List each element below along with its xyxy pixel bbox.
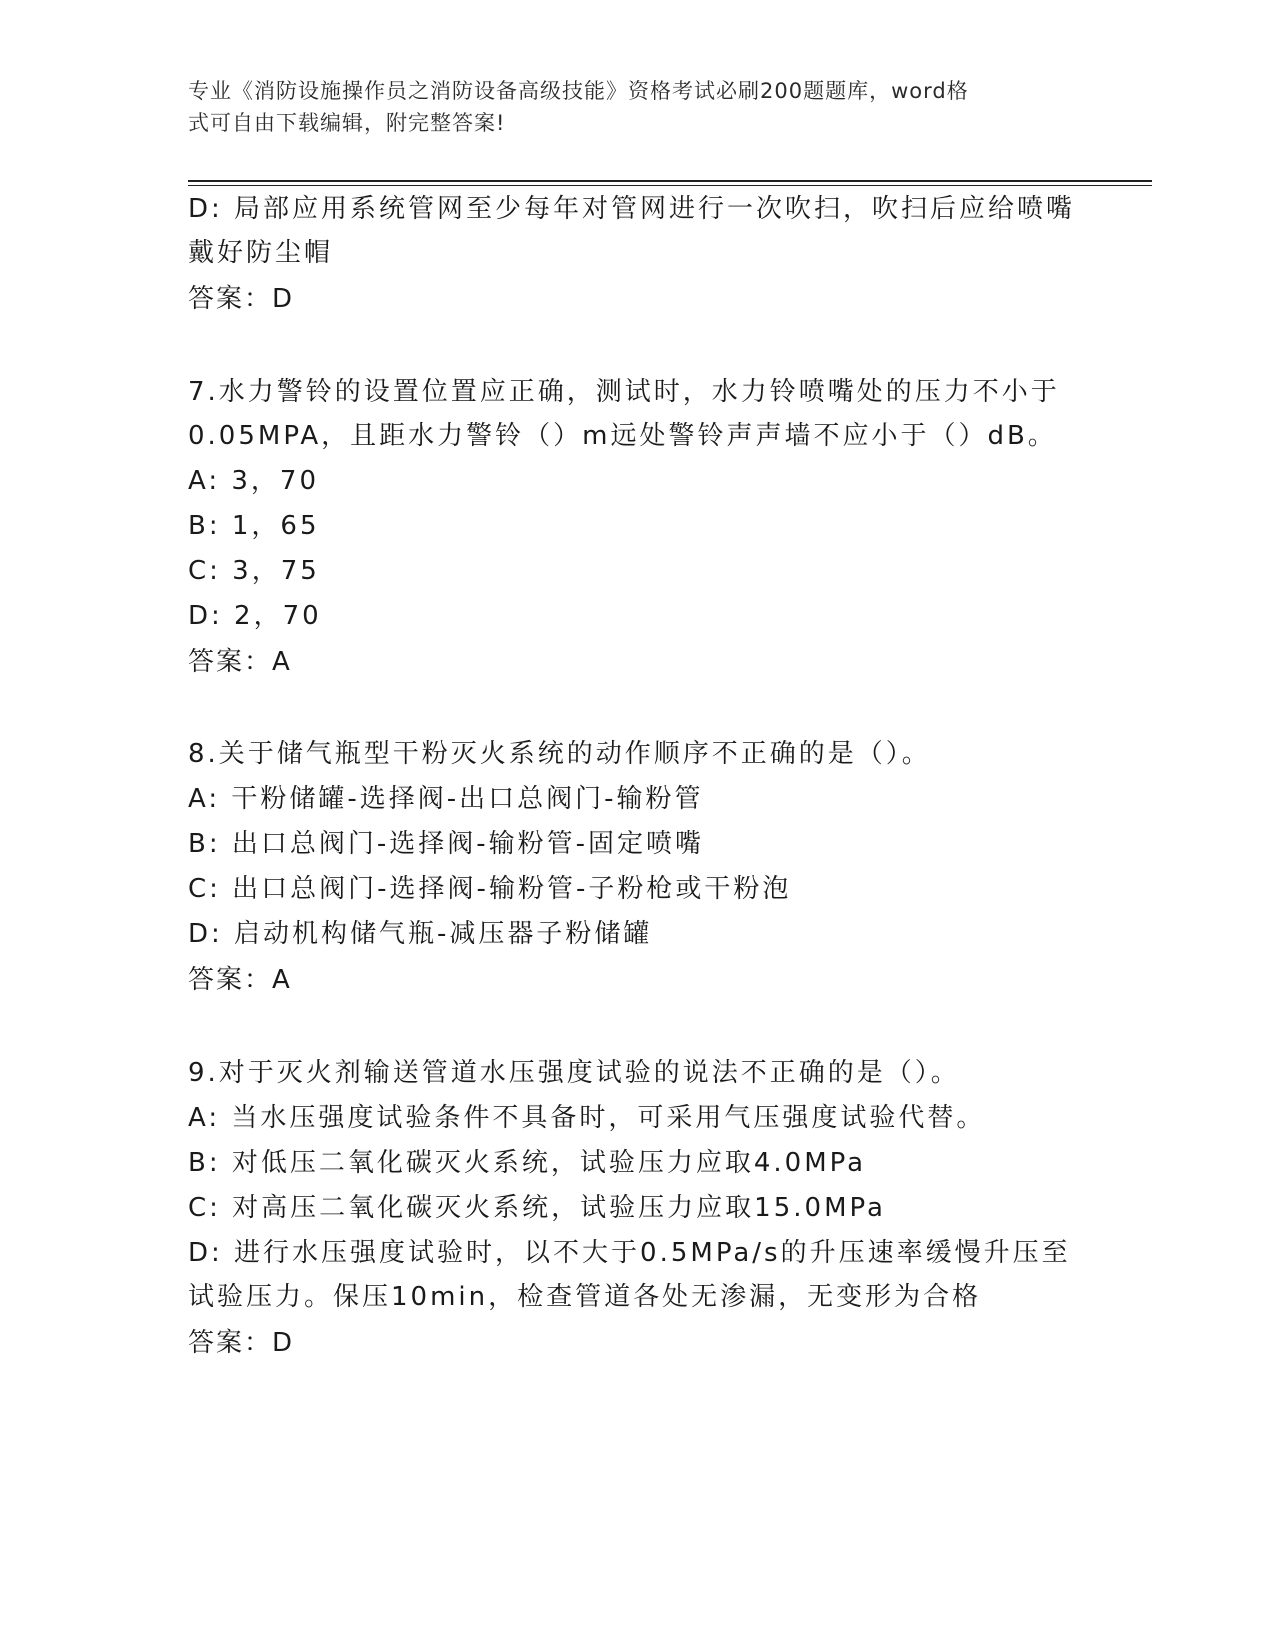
- q8-option-b: B: 出口总阀门-选择阀-输粉管-固定喷嘴: [188, 829, 705, 859]
- q9-option-b: B: 对低压二氧化碳灭火系统，试验压力应取4.0MPa: [188, 1148, 867, 1178]
- q7-stem-line1: 7.水力警铃的设置位置应正确，测试时，水力铃喷嘴处的压力不小于: [188, 377, 1060, 407]
- header-line-1: 专业《消防设施操作员之消防设备高级技能》资格考试必刷200题题库，word格: [188, 79, 969, 103]
- q9-option-d-line1: D: 进行水压强度试验时，以不大于0.5MPa/s的升压速率缓慢升压至: [188, 1238, 1071, 1268]
- q8-answer: 答案：A: [188, 965, 292, 995]
- q7-option-c: C: 3，75: [188, 556, 320, 586]
- q7-option-a: A: 3，70: [188, 466, 319, 496]
- document-header: [188, 75, 1068, 139]
- header-line-2: 式可自由下载编辑，附完整答案!: [188, 111, 506, 135]
- prev-option-d-line1: D: 局部应用系统管网至少每年对管网进行一次吹扫，吹扫后应给喷嘴: [188, 194, 1076, 224]
- q9-option-c: C: 对高压二氧化碳灭火系统，试验压力应取15.0MPa: [188, 1193, 886, 1223]
- prev-answer: 答案：D: [188, 284, 295, 314]
- q7-option-b: B: 1，65: [188, 511, 320, 541]
- q8-option-c: C: 出口总阀门-选择阀-输粉管-子粉枪或干粉泡: [188, 874, 792, 904]
- q7-stem-line2: 0.05MPA，且距水力警铃（）m远处警铃声声墙不应小于（）dB。: [188, 421, 1057, 451]
- q8-option-d: D: 启动机构储气瓶-减压器子粉储罐: [188, 919, 653, 949]
- header-divider-bottom: [188, 185, 1152, 186]
- q7-answer: 答案：A: [188, 647, 292, 677]
- q9-stem: 9.对于灭火剂输送管道水压强度试验的说法不正确的是（）。: [188, 1058, 960, 1088]
- q8-option-a: A: 干粉储罐-选择阀-出口总阀门-输粉管: [188, 784, 704, 814]
- q7-option-d: D: 2，70: [188, 601, 322, 631]
- header-divider-top: [188, 180, 1152, 182]
- prev-option-d-line2: 戴好防尘帽: [188, 238, 334, 268]
- q9-option-d-line2: 试验压力。保压10min，检查管道各处无渗漏，无变形为合格: [188, 1282, 982, 1312]
- q9-option-a: A: 当水压强度试验条件不具备时，可采用气压强度试验代替。: [188, 1103, 986, 1133]
- q9-answer: 答案：D: [188, 1328, 295, 1358]
- q8-stem: 8.关于储气瓶型干粉灭火系统的动作顺序不正确的是（）。: [188, 739, 931, 769]
